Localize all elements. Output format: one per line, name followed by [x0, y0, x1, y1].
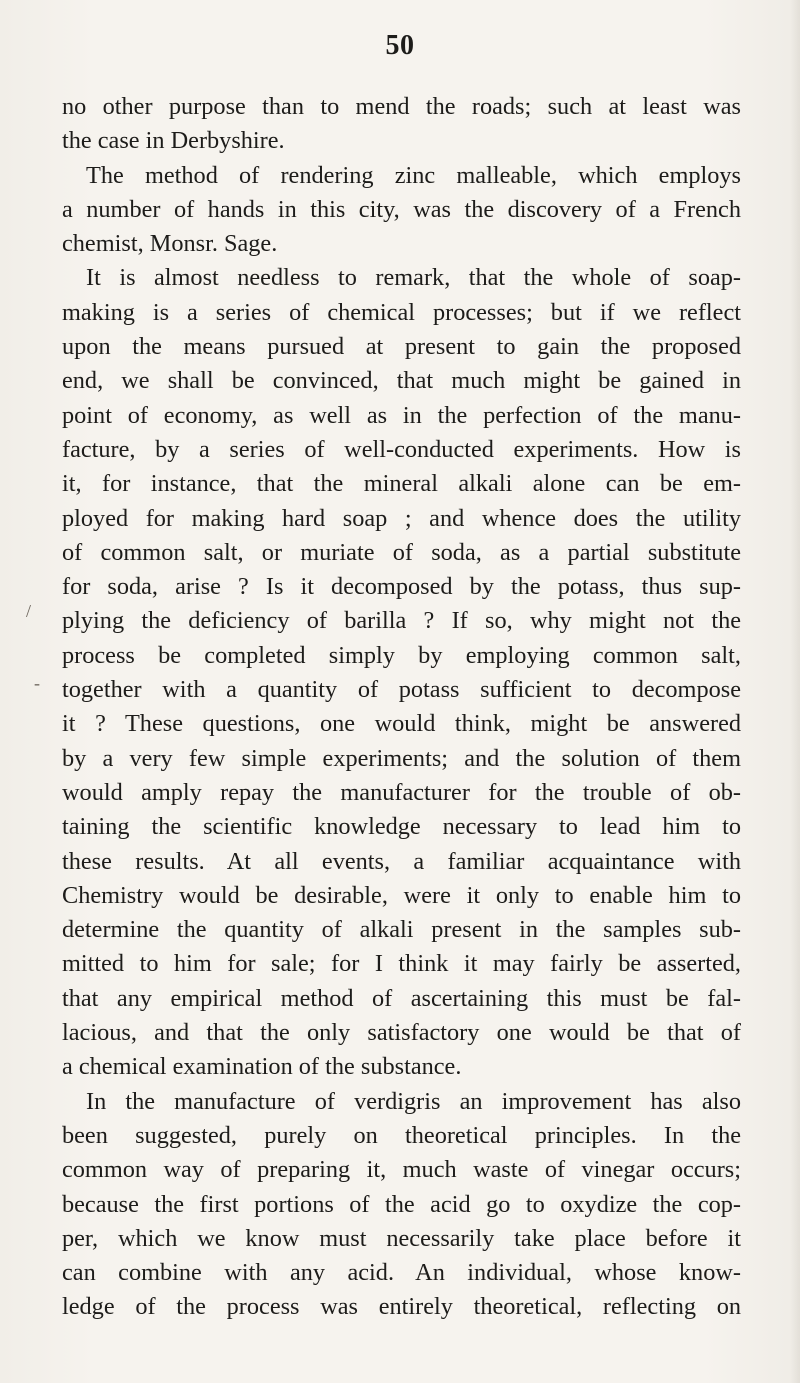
text-line-18: together with a quantity of potass sufficient to decompose: [62, 676, 741, 704]
text-line-12: it, for instance, that the mineral alkali alone can be em-: [62, 470, 741, 498]
text-line-30: In the manufacture of verdigris an improvement has also: [86, 1087, 741, 1115]
text-line-14: of common salt, or muriate of soda, as a partial substitute: [62, 538, 741, 566]
page-edge-shadow: [790, 0, 800, 1383]
text-line-13: ployed for making hard soap ; and whence does the utility: [62, 504, 741, 532]
text-line-9: end, we shall be convinced, that much might be gained in: [62, 367, 741, 395]
text-line-5: chemist, Monsr. Sage.: [62, 230, 278, 258]
text-line-22: taining the scientific knowledge necessary to lead him to: [62, 813, 741, 841]
text-line-26: mitted to him for sale; for I think it may fairly be asserted,: [62, 950, 741, 978]
text-line-4: a number of hands in this city, was the discovery of a French: [62, 195, 741, 223]
text-line-20: by a very few simple experiments; and the solution of them: [62, 744, 741, 772]
text-line-3: The method of rendering zinc malleable, which employs: [86, 161, 741, 189]
text-line-6: It is almost needless to remark, that the whole of soap-: [86, 264, 741, 292]
text-line-23: these results. At all events, a familiar acquaintance with: [62, 847, 741, 875]
text-line-35: can combine with any acid. An individual, whose know-: [62, 1259, 741, 1287]
text-line-34: per, which we know must necessarily take place before it: [62, 1224, 741, 1252]
text-line-32: common way of preparing it, much waste of vinegar occurs;: [62, 1156, 741, 1184]
margin-slash-mark: /: [26, 601, 32, 621]
text-line-31: been suggested, purely on theoretical principles. In the: [62, 1121, 741, 1149]
text-line-17: process be completed simply by employing common salt,: [62, 641, 741, 669]
text-line-36: ledge of the process was entirely theoretical, reflecting on: [62, 1293, 741, 1321]
text-line-29: a chemical examination of the substance.: [62, 1053, 462, 1081]
text-line-2: the case in Derbyshire.: [62, 127, 285, 155]
text-line-7: making is a series of chemical processes; but if we reflect: [62, 298, 741, 326]
text-line-28: lacious, and that the only satisfactory one would be that of: [62, 1019, 741, 1047]
text-line-19: it ? These questions, one would think, might be answered: [62, 710, 741, 738]
page-number: 50: [385, 30, 415, 61]
text-line-27: that any empirical method of ascertaining this must be fal-: [62, 984, 741, 1012]
text-line-21: would amply repay the manufacturer for the trouble of ob-: [62, 778, 741, 806]
body-text: [62, 90, 741, 1325]
text-line-25: determine the quantity of alkali present in the samples sub-: [62, 916, 741, 944]
text-line-16: plying the deficiency of barilla ? If so, why might not the: [62, 607, 741, 635]
text-line-11: facture, by a series of well-conducted experiments. How is: [62, 435, 741, 463]
text-line-10: point of economy, as well as in the perfection of the manu-: [62, 401, 741, 429]
text-line-15: for soda, arise ? Is it decomposed by the potass, thus sup-: [62, 573, 741, 601]
margin-dash-mark: -: [34, 673, 40, 693]
text-line-33: because the first portions of the acid go to oxydize the cop-: [62, 1190, 741, 1218]
text-line-24: Chemistry would be desirable, were it only to enable him to: [62, 881, 741, 909]
text-line-8: upon the means pursued at present to gain the proposed: [62, 333, 741, 361]
text-line-1: no other purpose than to mend the roads; such at least was: [62, 93, 741, 120]
